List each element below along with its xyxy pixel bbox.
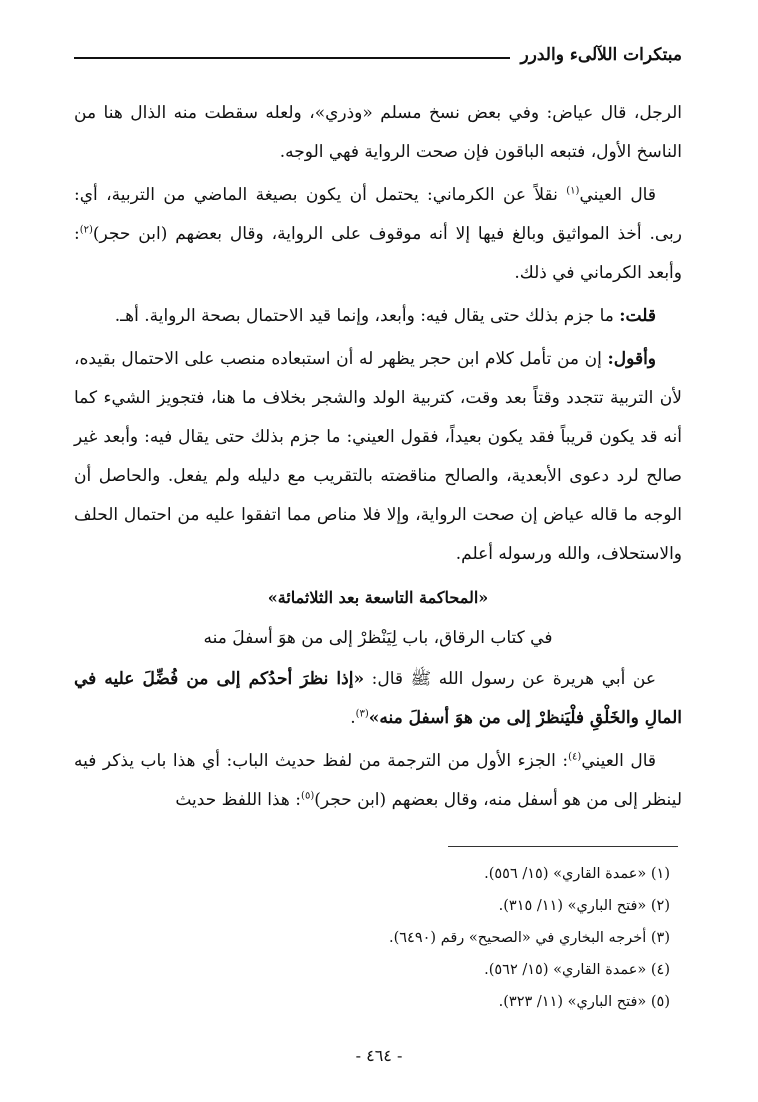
footnote-ref-2: (٢) bbox=[79, 224, 93, 236]
main-text bbox=[74, 94, 682, 824]
hadith-text: «إذا نظرَ أحدُكم إلى من فُضِّلَ عليه في المالِ والخَلْقِ فلْيَنظرْ إلى من هوَ أسفلَ منه» bbox=[74, 669, 682, 728]
paragraph-1 bbox=[74, 94, 682, 172]
footnote-ref-4: (٤) bbox=[568, 751, 582, 763]
footnote-ref-5: (٥) bbox=[301, 790, 315, 802]
chapter-title: في كتاب الرقاق، باب لِيَنْظرْ إلى من هوَ أسفلَ منه bbox=[203, 628, 553, 648]
paragraph-5-end: . bbox=[350, 708, 356, 728]
footnotes bbox=[200, 858, 670, 1018]
paragraph-1-text: الرجل، قال عياض: وفي بعض نسخ مسلم «وذري»، ولعله سقطت منه الذال هنا من الناسخ الأول، فتبعه الباقون فإن صحت الرواية فهي الوجه. bbox=[74, 103, 682, 162]
paragraph-6 bbox=[74, 742, 682, 820]
paragraph-2-text-a: قال العيني bbox=[579, 185, 656, 205]
paragraph-4 bbox=[74, 340, 682, 574]
page-number: - ٤٦٤ - bbox=[355, 1046, 403, 1065]
section-heading: «المحاكمة التاسعة بعد الثلاثمائة» bbox=[267, 588, 489, 607]
footnote-ref-1: (١) bbox=[566, 185, 580, 197]
aqulu-label: وأقول: bbox=[607, 349, 656, 369]
paragraph-5-isnad: عن أبي هريرة عن رسول الله ﷺ قال: bbox=[364, 669, 656, 689]
paragraph-2-text-b: نقلاً عن الكرماني: يحتمل أن يكون بصيغة الماضي من التربية، أي: ربى. أخذ المواثيق وبالغ فيها إلا أنه موقوف على الرواية، وقال بعضهم (ابن حجر) bbox=[74, 185, 682, 244]
footnote-separator bbox=[448, 846, 678, 847]
footnote-5: (٥) «فتح الباري» (١١/ ٣٢٣). bbox=[498, 994, 670, 1010]
qultu-label: قلت: bbox=[619, 306, 656, 326]
paragraph-4-text: إن من تأمل كلام ابن حجر يظهر له أن استبعاده منصب على الاحتمال بقيده، لأن التربية تتجدد وقتاً بعد وقت، كتربية الولد والشجر بخلاف ما هنا، فتجويز الشيء كما أنه قد يكون قريباً فقد يكون بعيداً، فقول العيني: ما جزم بذلك حتى يقال فيه: وأبعد غير صالح لرد دعوى الأبعدية، والصالح مناقضته بالتقريب مع دليله ولم يفعل. والحاصل أن الوجه ما قاله عياض إن صحت الرواية، وإلا فلا مناص مما اتفقوا عليه من احتمال الحلف والاستحلاف، والله ورسوله أعلم. bbox=[74, 349, 682, 564]
paragraph-5 bbox=[74, 660, 682, 738]
footnote-3: (٣) أخرجه البخاري في «الصحيح» رقم (٦٤٩٠). bbox=[388, 930, 670, 946]
running-header bbox=[74, 40, 682, 70]
running-header-title: مبتكرات اللآلىء والدرر bbox=[520, 45, 682, 65]
paragraph-2-text-c: : وأبعد الكرماني في ذلك. bbox=[74, 224, 682, 283]
footnote-1: (١) «عمدة القاري» (١٥/ ٥٥٦). bbox=[484, 866, 670, 882]
paragraph-6-text-c: : هذا اللفظ حديث bbox=[175, 790, 302, 810]
footnote-2: (٢) «فتح الباري» (١١/ ٣١٥). bbox=[498, 898, 670, 914]
paragraph-2 bbox=[74, 176, 682, 293]
header-rule bbox=[74, 57, 510, 59]
paragraph-6-text-a: قال العيني bbox=[581, 751, 656, 771]
footnote-4: (٤) «عمدة القاري» (١٥/ ٥٦٢). bbox=[484, 962, 670, 978]
paragraph-3 bbox=[74, 297, 682, 336]
paragraph-6-text-b: : الجزء الأول من الترجمة من لفظ حديث الباب: أي هذا باب يذكر فيه لينظر إلى من هو أسفل منه، وقال بعضهم (ابن حجر) bbox=[74, 751, 682, 810]
paragraph-3-text: ما جزم بذلك حتى يقال فيه: وأبعد، وإنما قيد الاحتمال بصحة الرواية. أهـ. bbox=[114, 306, 620, 326]
footnote-ref-3: (٣) bbox=[355, 708, 369, 720]
